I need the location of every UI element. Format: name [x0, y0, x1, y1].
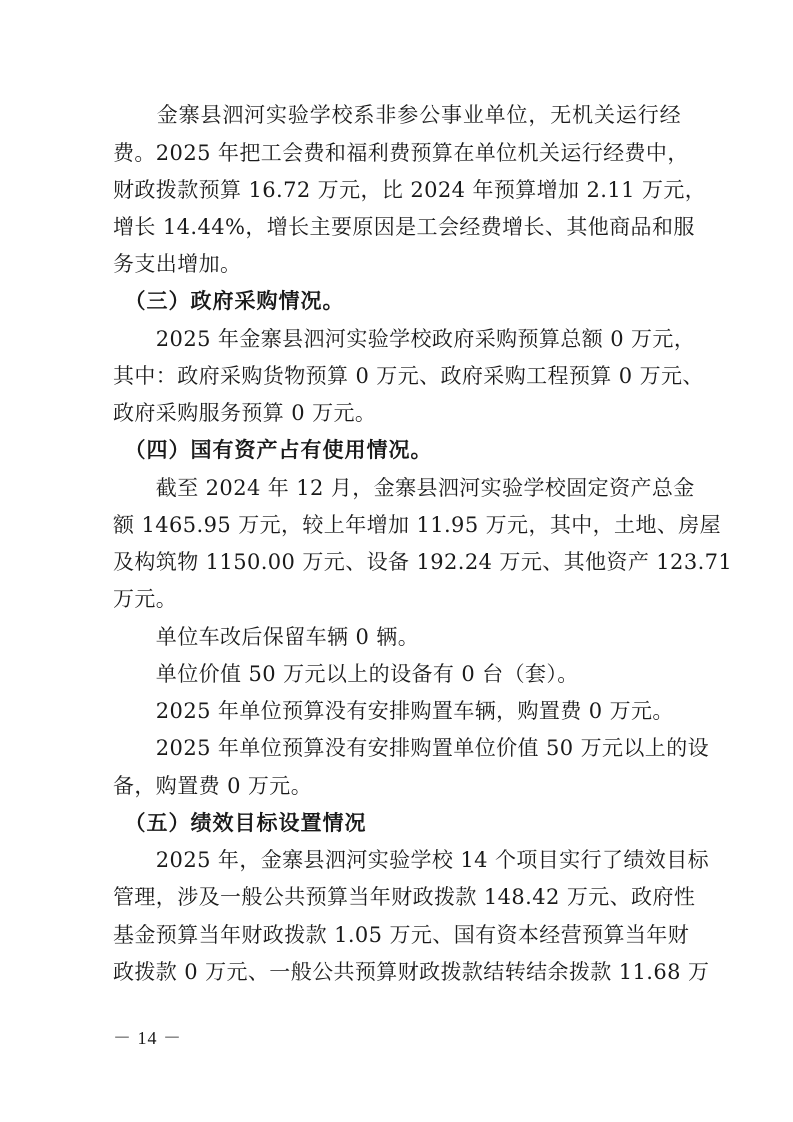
paragraph-line: 政府采购服务预算 0 万元。 — [113, 401, 377, 425]
page-number: － 14 － — [113, 1028, 182, 1048]
paragraph-line: 及构筑物 1150.00 万元、设备 192.24 万元、其他资产 123.71 — [113, 550, 733, 574]
paragraph-line: 额 1465.95 万元，较上年增加 11.95 万元，其中，土地、房屋 — [113, 513, 722, 537]
paragraph-line: 财政拨款预算 16.72 万元，比 2024 年预算增加 2.11 万元， — [113, 178, 707, 202]
paragraph-line: 基金预算当年财政拨款 1.05 万元、国有资本经营预算当年财 — [113, 923, 690, 947]
paragraph-line: 万元。 — [113, 587, 178, 611]
paragraph-line: 单位车改后保留车辆 0 辆。 — [113, 625, 420, 649]
paragraph-line: 截至 2024 年 12 月，金寨县泗河实验学校固定资产总金 — [113, 476, 695, 500]
paragraph-line: 务支出增加。 — [113, 252, 242, 276]
section-heading: （五）绩效目标设置情况 — [113, 811, 367, 835]
paragraph-line: 费。2025 年把工会费和福利费预算在单位机关运行经费中， — [113, 141, 689, 165]
paragraph-line: 其中：政府采购货物预算 0 万元、政府采购工程预算 0 万元、 — [113, 364, 704, 388]
paragraph-line: 2025 年单位预算没有安排购置单位价值 50 万元以上的设 — [113, 736, 709, 760]
paragraph-line: 单位价值 50 万元以上的设备有 0 台（套）。 — [113, 662, 579, 686]
section-heading: （四）国有资产占有使用情况。 — [113, 438, 433, 462]
paragraph-line: 政拨款 0 万元、一般公共预算财政拨款结转结余拨款 11.68 万 — [113, 960, 710, 984]
paragraph-line: 2025 年金寨县泗河实验学校政府采购预算总额 0 万元， — [113, 327, 696, 351]
paragraph-line: 备，购置费 0 万元。 — [113, 774, 313, 798]
paragraph-line: 管理，涉及一般公共预算当年财政拨款 148.42 万元、政府性 — [113, 885, 696, 909]
paragraph-line: 2025 年，金寨县泗河实验学校 14 个项目实行了绩效目标 — [113, 848, 709, 872]
paragraph-line: 金寨县泗河实验学校系非参公事业单位，无机关运行经 — [113, 103, 681, 127]
paragraph-line: 2025 年单位预算没有安排购置车辆，购置费 0 万元。 — [113, 699, 674, 723]
paragraph-line: 增长 14.44%，增长主要原因是工会经费增长、其他商品和服 — [113, 215, 695, 239]
section-heading: （三）政府采购情况。 — [113, 289, 345, 313]
